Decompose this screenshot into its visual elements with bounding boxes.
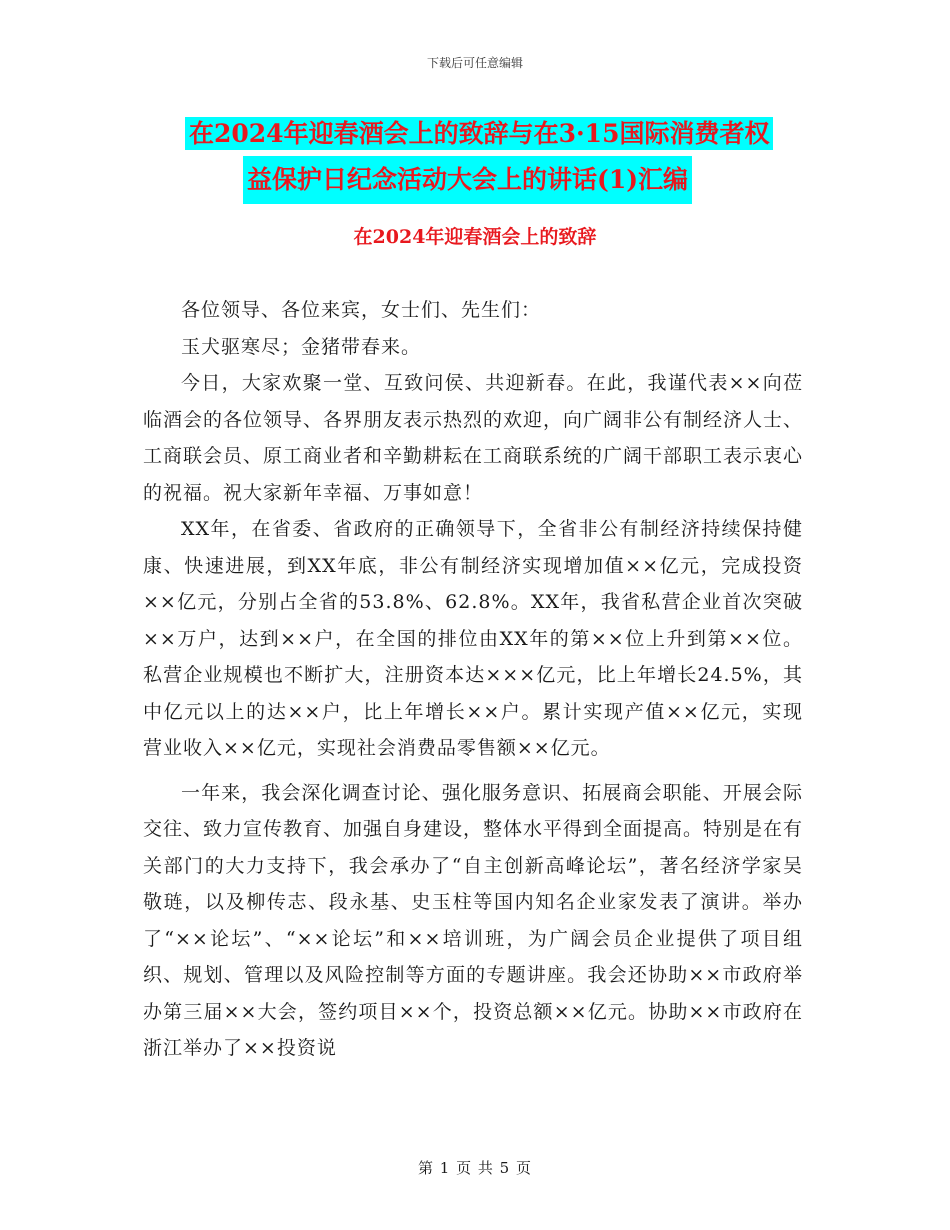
section-title: 在2024年迎春酒会上的致辞 bbox=[353, 226, 597, 248]
page-footer: 第 1 页 共 5 页 bbox=[418, 1159, 532, 1177]
paragraph-activities: 一年来，我会深化调查讨论、强化服务意识、拓展商会职能、开展会际交往、致力宣传教育、加强自身建设，整体水平得到全面提高。特别是在有关部门的大力支持下，我会承办了“自主创新高峰论坛”，著名经济学家吴敬琏，以及柳传志、段永基、史玉柱等国内知名企业家发表了演讲。举办了“××论坛”、“××论坛”和××培训班，为广阔会员企业提供了项目组织、规划、管理以及风险控制等方面的专题讲座。我会还协助××市政府举办第三届××大会，签约项目××个，投资总额××亿元。协助××市政府在浙江举办了××投资说 bbox=[143, 781, 804, 1059]
header-note: 下载后可任意编辑 bbox=[426, 56, 523, 70]
paragraph-statistics: XX年，在省委、省政府的正确领导下，全省非公有制经济持续保持健康、快速进展，到XX年底，非公有制经济实现增加值××亿元，完成投资××亿元，分别占全省的53.8%、62.8%。XX年，我省私营企业首次突破××万户，达到××户，在全国的排位由XX年的第××位上升到第××位。私营企业规模也不断扩大，注册资本达×××亿元，比上年增长24.5%，其中亿元以上的达××户，比上年增长××户。累计实现产值××亿元，实现营业收入××亿元，实现社会消费品零售额××亿元。 bbox=[143, 518, 803, 759]
body-text bbox=[143, 292, 803, 1067]
document-title-line-2: 益保护日纪念活动大会上的讲话(1)汇编 bbox=[243, 156, 692, 204]
paragraph-greeting: 今日，大家欢聚一堂、互致问侯、共迎新春。在此，我谨代表××向莅临酒会的各位领导、各界朋友表示热烈的欢迎，向广阔非公有制经济人士、工商联会员、原工商业者和辛勤耕耘在工商联系统的广阔干部职工表示衷心的祝福。祝大家新年幸福、万事如意！ bbox=[143, 372, 804, 504]
document-title bbox=[185, 112, 825, 204]
paragraph-salutation: 各位领导、各位来宾，女士们、先生们： bbox=[181, 299, 542, 321]
document-title-line-1: 在2024年迎春酒会上的致辞与在3·15国际消费者权 bbox=[185, 117, 773, 150]
paragraph-couplet: 玉犬驱寒尽；金猪带春来。 bbox=[181, 335, 422, 358]
